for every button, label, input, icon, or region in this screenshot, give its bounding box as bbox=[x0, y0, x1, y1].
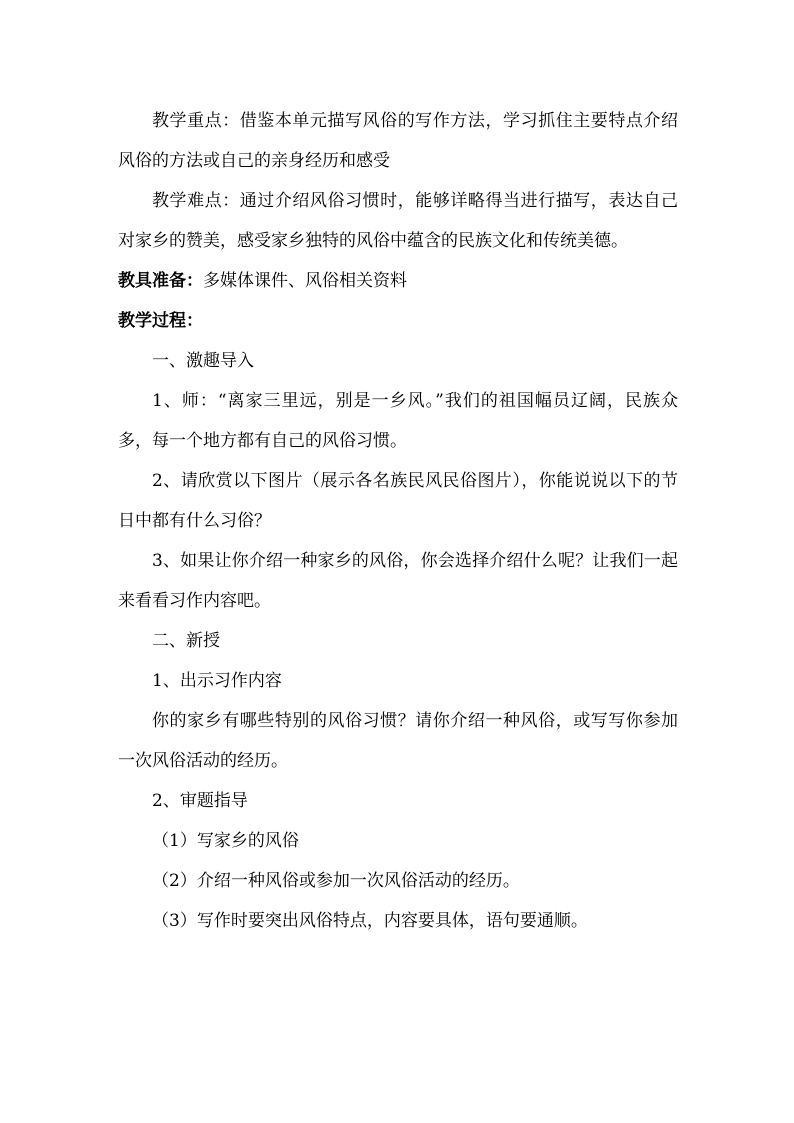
document-body bbox=[118, 101, 678, 941]
section2-step2-item-1: （1）写家乡的风俗 bbox=[152, 831, 299, 851]
materials-value: 多媒体课件、风俗相关资料 bbox=[203, 271, 407, 291]
section2-step2-item-2: （2）介绍一种风俗或参加一次风俗活动的经历。 bbox=[152, 871, 520, 891]
section1-title: 一、激趣导入 bbox=[152, 351, 254, 371]
section1-item-3: 3、如果让你介绍一种家乡的风俗，你会选择介绍什么呢？让我们一起来看看习作内容吧。 bbox=[118, 551, 678, 611]
process-heading: 教学过程： bbox=[118, 311, 203, 331]
materials-label: 教具准备： bbox=[118, 271, 203, 291]
section2-title: 二、新授 bbox=[152, 631, 220, 651]
teaching-difficulty-paragraph: 教学难点：通过介绍风俗习惯时，能够详略得当进行描写，表达自己对家乡的赞美，感受家乡独特的风俗中蕴含的民族文化和传统美德。 bbox=[118, 191, 678, 251]
section1-item-2: 2、请欣赏以下图片（展示各名族民风民俗图片），你能说说以下的节日中都有什么习俗？ bbox=[118, 471, 678, 531]
section1-item-1: 1、师：“离家三里远，别是一乡风。”我们的祖国幅员辽阔，民族众多，每一个地方都有自己的风俗习惯。 bbox=[118, 391, 678, 451]
section2-step1-text: 你的家乡有哪些特别的风俗习惯？请你介绍一种风俗，或写写你参加一次风俗活动的经历。 bbox=[118, 711, 678, 771]
section2-step2-item-3: （3）写作时要突出风俗特点，内容要具体，语句要通顺。 bbox=[152, 911, 588, 931]
section2-step1-title: 1、出示习作内容 bbox=[152, 671, 282, 691]
section2-step2-title: 2、审题指导 bbox=[152, 791, 248, 811]
teaching-focus-paragraph: 教学重点：借鉴本单元描写风俗的写作方法，学习抓住主要特点介绍风俗的方法或自己的亲身经历和感受 bbox=[118, 111, 678, 171]
materials-line bbox=[118, 261, 678, 301]
